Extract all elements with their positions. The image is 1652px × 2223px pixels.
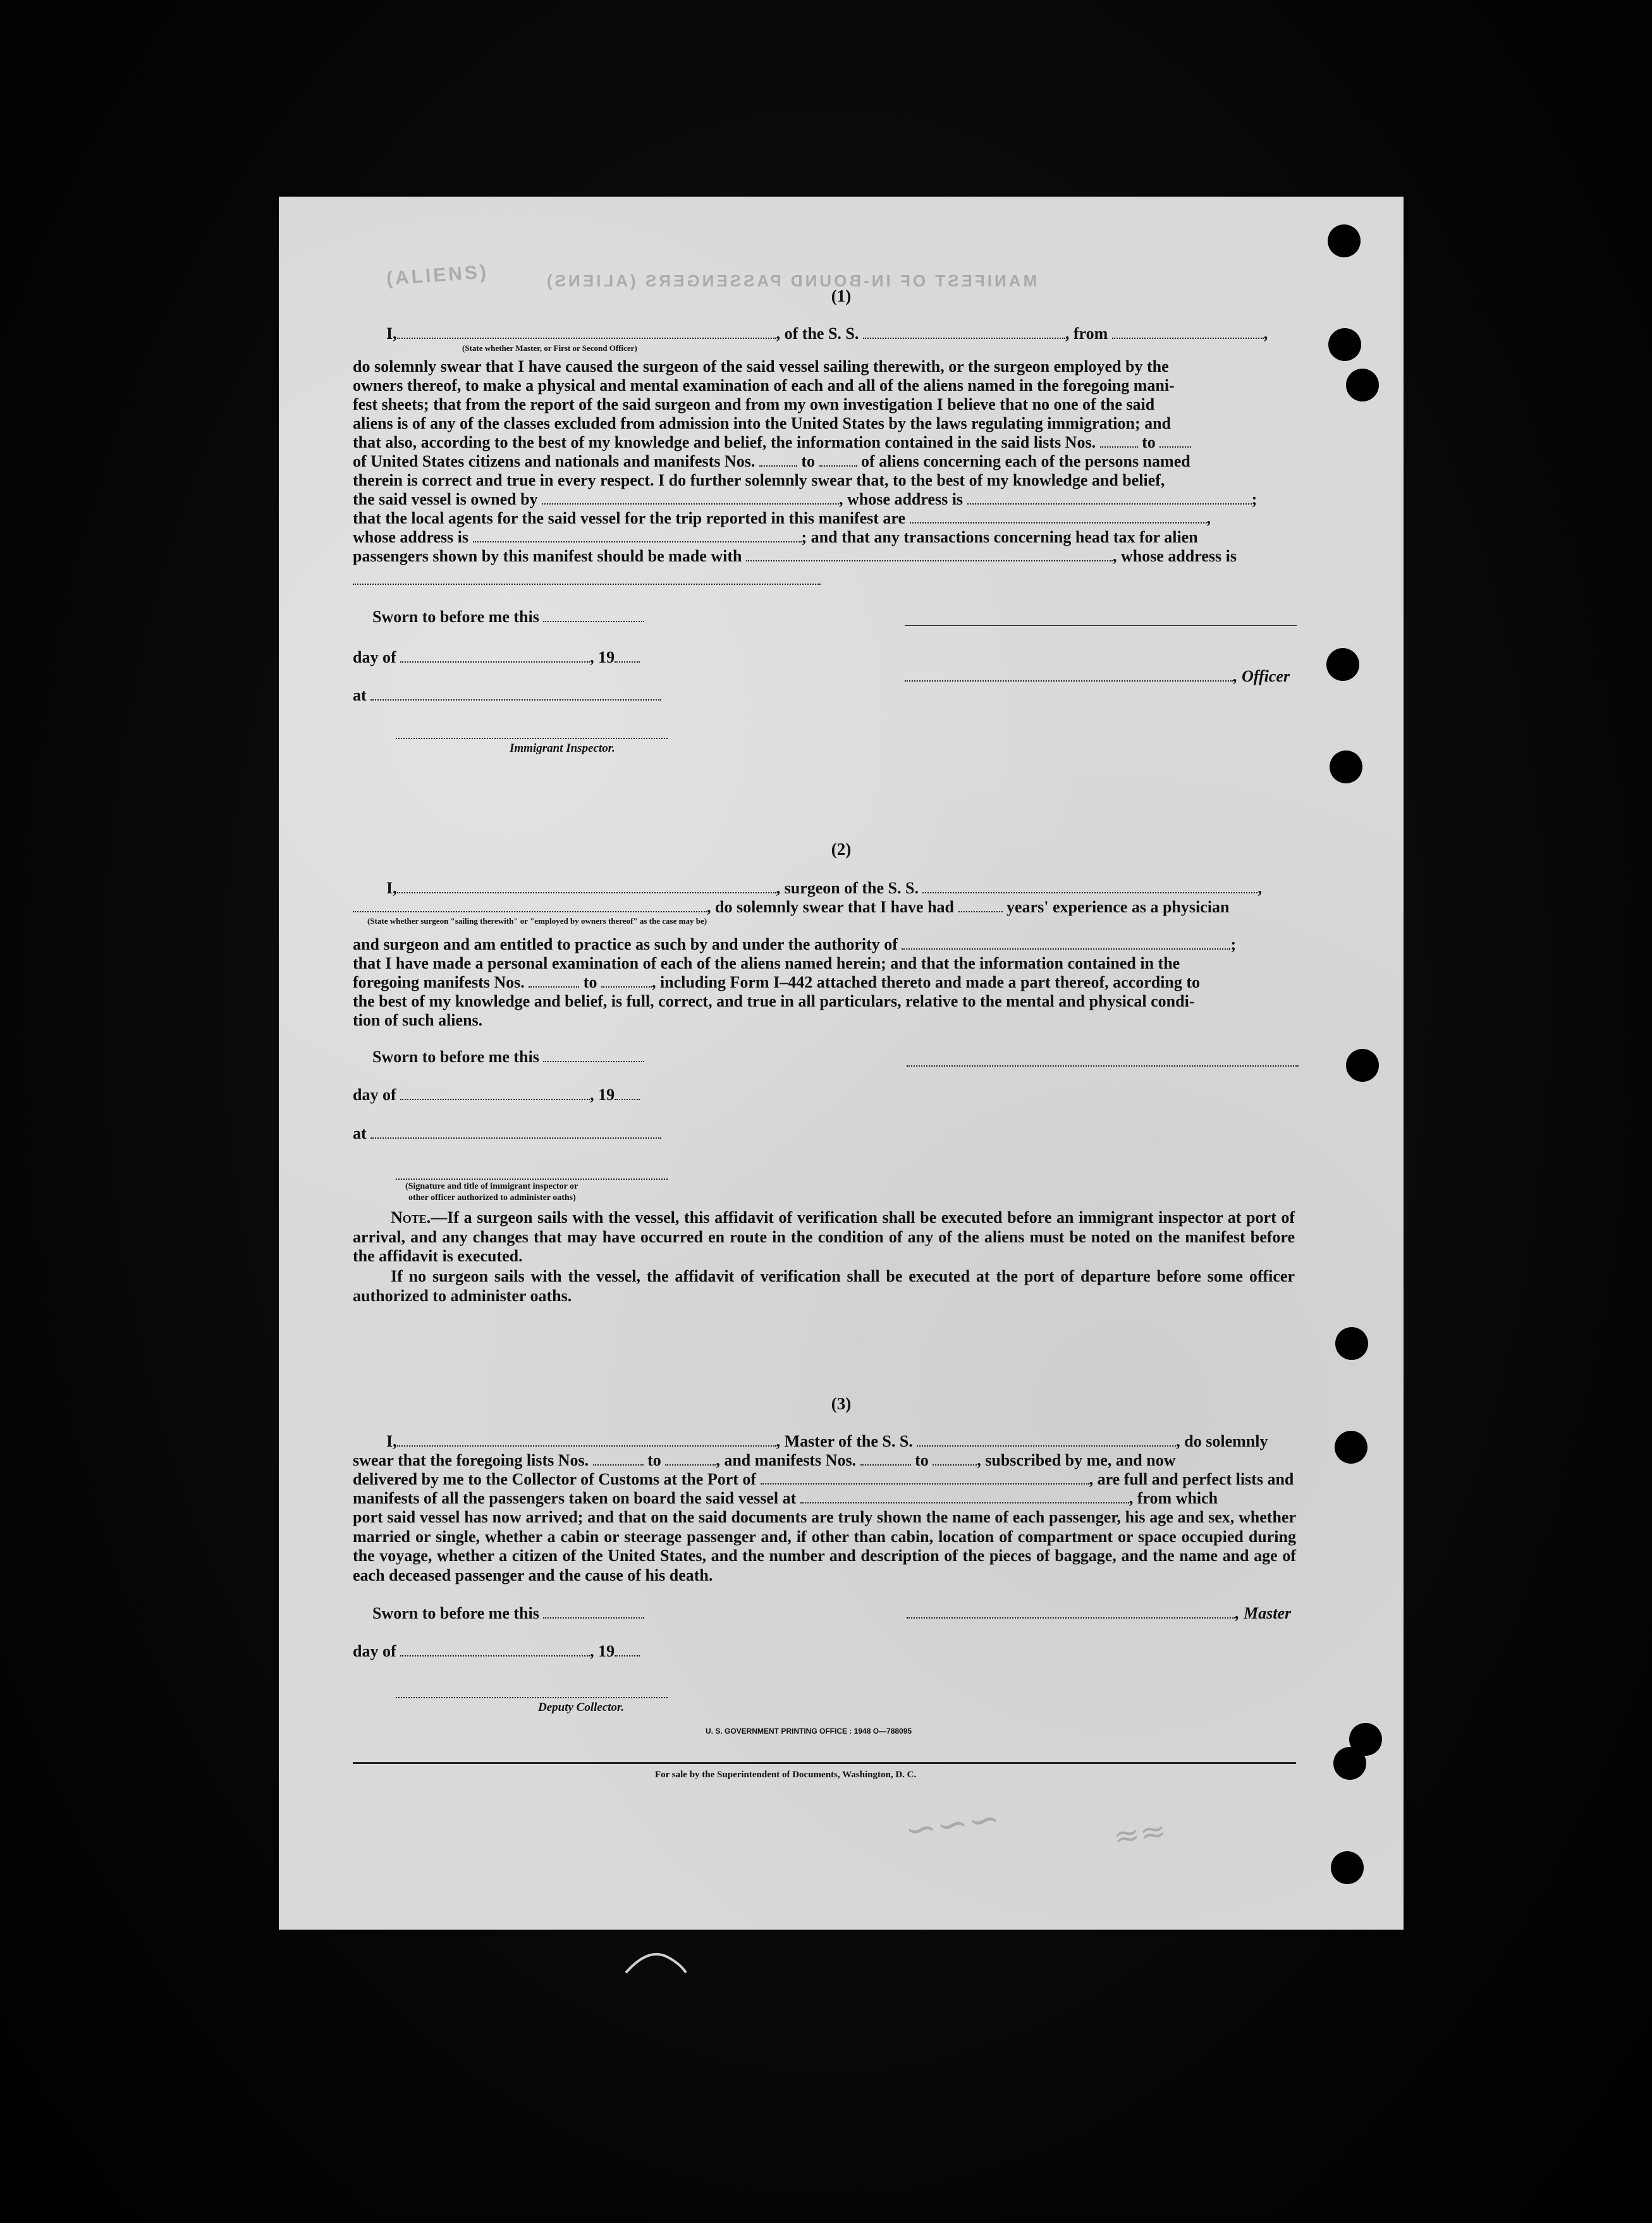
punch-hole [1333,1747,1366,1780]
surgeon-name-field [397,881,776,893]
s2-at: at [353,1124,661,1143]
s3-rest: port said vessel has now arrived; and that on the said documents are truly shown the name of each passenger, his age and sex, whether married or single, whether a cabin or steerage passenger and, if other than cabin, location of compartment or space occupied during the voyage, whether a citizen of the United States, and the number and description of the pieces of baggage, and the name and age of each deceased passenger and the cause of his death. [353,1508,1296,1584]
s2-note: Note.—If a surgeon sails with the vessel, this affidavit of verification shall be executed before an immigrant inspector at port of arrival, and any changes that may have occurred en route in the condition of any of the aliens must be noted on the manifest before the affidavit is executed. [353,1208,1295,1265]
s1-sworn: Sworn to before me this [372,608,644,627]
s2-day-of: day of , 19 [353,1086,640,1105]
document-page [279,197,1404,1930]
s3-day-of: day of , 19 [353,1642,640,1661]
master-name-field-3 [397,1434,776,1447]
s1-l2: owners thereof, to make a physical and mental examination of each and all of the aliens named in the foregoing mani- [353,376,1175,395]
s2-line2: , do solemnly swear that I have had years' experience as a physician [353,898,1229,917]
s2-sig-caption-1: (Signature and title of immigrant inspector or [405,1182,578,1191]
s3-collector-label: Deputy Collector. [538,1701,625,1714]
owner-field [542,492,839,505]
punch-hole [1328,328,1361,361]
s2-line4: that I have made a personal examination of each of the aliens named herein; and that the information contained in the [353,954,1180,972]
s1-l10: whose address is ; and that any transactions concerning head tax for alien [353,528,1198,546]
vessel-name-field [863,326,1065,339]
footer-rule [353,1762,1296,1764]
ghost-header-left: (ALIENS) [386,261,489,290]
s2-caption: (State whether surgeon "sailing therewith" or "employed by owners thereof" as the case may be) [367,916,707,926]
master-name-field [397,326,776,339]
s1-line1: I, , of the S. S. , from , [386,324,1268,343]
s1-l4: aliens is of any of the classes excluded from admission into the United States by the laws regulating immigration; and [353,414,1172,432]
s1-at: at [353,686,661,705]
s1-l11: passengers shown by this manifest should be made with , whose address is [353,547,1237,565]
punch-hole [1331,1851,1364,1884]
s3-line1: I, , Master of the S. S. , do solemnly [386,1432,1268,1450]
s1-l5: that also, according to the best of my knowledge and belief, the information contained in the said lists Nos. to [353,433,1191,452]
s2-line3: and surgeon and am entitled to practice as such by and under the authority of ; [353,935,1237,953]
s3-sworn: Sworn to before me this [372,1604,644,1623]
ghost-header-right: MANIFEST OF IN-BOUND PASSENGERS (ALIENS) [544,271,1037,290]
s1-officer-signature-line [905,625,1297,626]
for-sale-line: For sale by the Superintendent of Documents, Washington, D. C. [655,1770,917,1780]
s1-l8: the said vessel is owned by , whose address is ; [353,490,1257,508]
punch-hole [1330,750,1362,783]
s3-master-sig: , Master [907,1604,1291,1623]
s2-line7: tion of such aliens. [353,1011,483,1029]
s3-line2: swear that the foregoing lists Nos. to , and manifests Nos. to , subscribed by me, and now [353,1451,1176,1469]
punch-hole [1346,369,1379,401]
s3-line3: delivered by me to the Collector of Customs at the Port of , are full and perfect lists and [353,1470,1294,1488]
punch-hole [1328,224,1361,257]
s1-l7: therein is correct and true in every respect. I do further solemnly swear that, to the best of my knowledge and belief, [353,471,1165,489]
s2-inspector-signature-line [396,1179,668,1180]
s1-l6: of United States citizens and nationals and manifests Nos. to of aliens concerning each of the persons named [353,452,1190,470]
punch-hole [1346,1049,1379,1082]
section-1-number: (1) [831,286,852,305]
years-field [958,900,1003,912]
s2-note-2: If no surgeon sails with the vessel, the affidavit of verification shall be executed at the port of departure before some officer authorized to administer oaths. [353,1267,1295,1305]
s1-officer: , Officer [905,667,1290,686]
section-2-number: (2) [831,840,852,859]
punch-hole [1335,1431,1367,1464]
section-3-number: (3) [831,1394,852,1413]
punch-hole [1335,1327,1368,1360]
s2-sworn: Sworn to before me this [372,1048,644,1067]
s2-line5: foregoing manifests Nos. to , including Form I–442 attached thereto and made a part thereof, according to [353,973,1201,991]
s2-line1: I, , surgeon of the S. S. , [386,879,1262,897]
s1-inspector-signature-line [396,738,668,739]
s1-l3: fest sheets; that from the report of the said surgeon and from my own investigation I believe that no one of the said [353,395,1155,413]
bottom-mark [623,1944,692,1982]
s1-inspector-label: Immigrant Inspector. [510,742,615,755]
s1-l1: do solemnly swear that I have caused the surgeon of the said vessel sailing therewith, or the surgeon employed by the [353,357,1169,376]
from-port-field [1112,326,1264,339]
s1-day-of: day of , 19 [353,648,640,667]
punch-hole [1326,648,1359,681]
s3-collector-signature-line [396,1697,668,1698]
s2-line6: the best of my knowledge and belief, is full, correct, and true in all particulars, relative to the mental and physical condi- [353,992,1195,1010]
s1-caption: (State whether Master, or First or Second Officer) [462,343,637,353]
s2-surgeon-signature-line [907,1065,1299,1067]
s2-sig-caption-2: other officer authorized to administer oaths) [408,1193,576,1203]
printing-office-line: U. S. GOVERNMENT PRINTING OFFICE : 1948 O—788095 [706,1727,912,1736]
agents-field [910,511,1207,524]
bleed-through-handwriting: ∽∽∽ [902,1796,1003,1854]
bleed-through-handwriting-2: ≈≈ [1111,1811,1169,1856]
s1-l9: that the local agents for the said vessel for the trip reported in this manifest are , [353,509,1211,527]
s3-line4: manifests of all the passengers taken on board the said vessel at , from which [353,1489,1218,1507]
